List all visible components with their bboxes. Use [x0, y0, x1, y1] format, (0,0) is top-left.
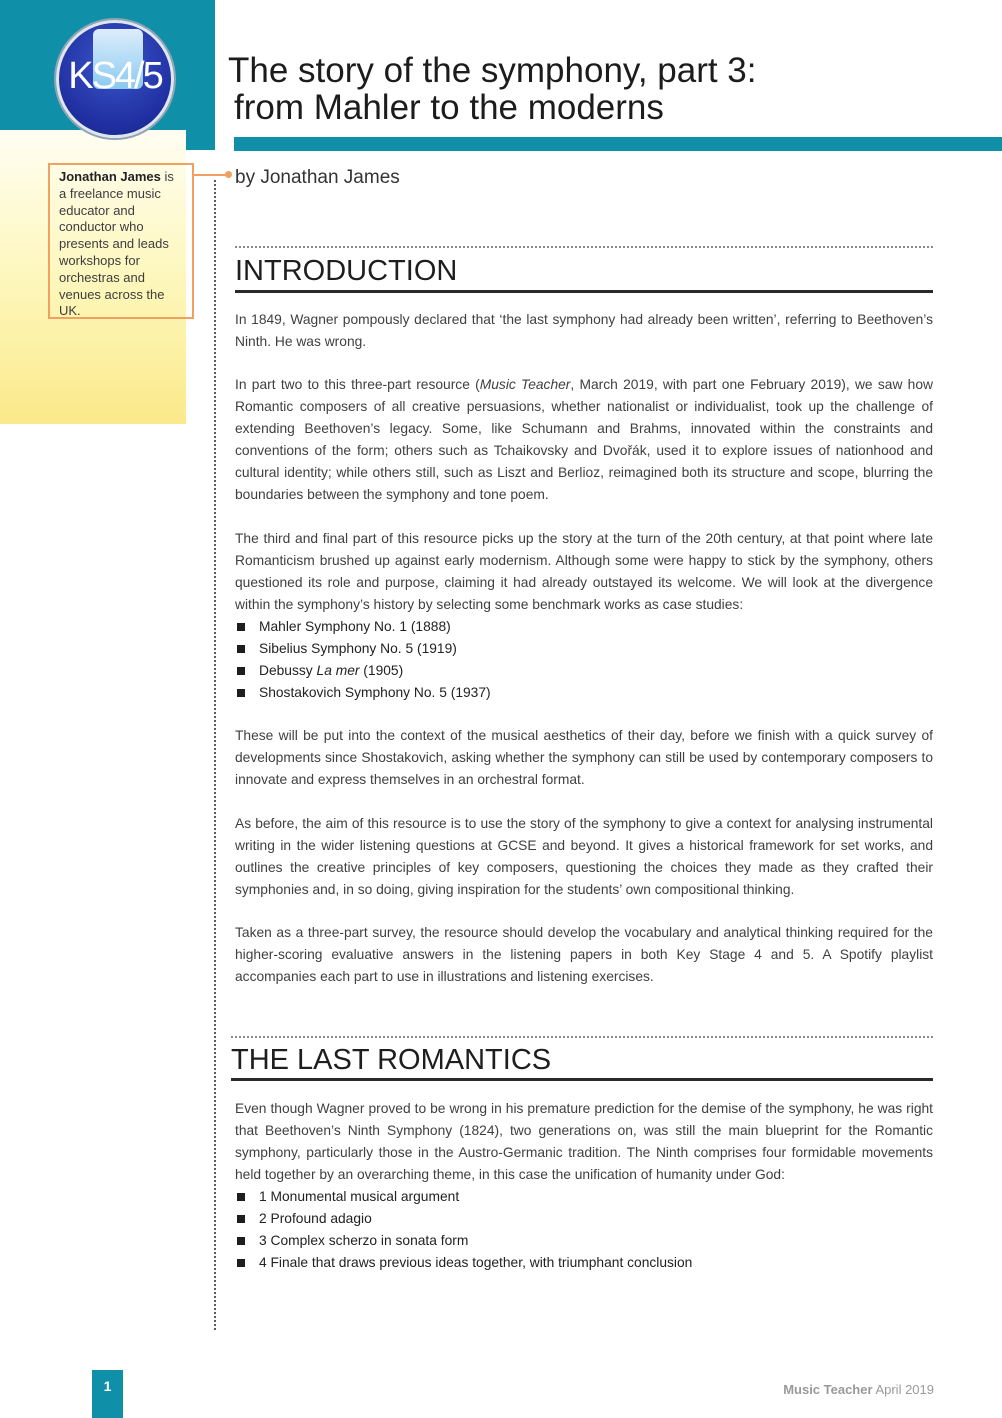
section-rule — [231, 1078, 933, 1081]
title-underline-bar — [234, 137, 1002, 151]
footer-brand: Music Teacher — [783, 1382, 873, 1397]
intro-p2-text-a: In part two to this three-part resource ( — [235, 377, 480, 392]
ks45-badge-icon — [56, 20, 174, 138]
title-line-1: The story of the symphony, part 3: — [228, 51, 757, 90]
header-teal-notch — [186, 130, 215, 150]
section-heading-introduction: INTRODUCTION — [235, 255, 458, 287]
bio-connector-dot-icon — [225, 171, 232, 178]
list-item: 3 Complex scherzo in sonata form — [235, 1230, 933, 1252]
list-item-title: La mer — [316, 663, 360, 678]
footer-issue: April 2019 — [875, 1382, 934, 1397]
list-item — [235, 660, 933, 682]
footer-credit — [783, 1382, 934, 1397]
author-bio-box — [48, 163, 194, 319]
list-item: 1 Monumental musical argument — [235, 1186, 933, 1208]
bio-connector-line — [194, 174, 228, 176]
intro-paragraph-1: In 1849, Wagner pompously declared that ‘the last symphony had already been written’, referring to Beethoven’s Ninth. He was wrong. — [235, 312, 933, 349]
margin-dotted-rule — [214, 180, 216, 1330]
intro-paragraph-2 — [235, 374, 933, 506]
page-number-tab — [92, 1370, 123, 1418]
author-bio: is a freelance music educator and conductor who presents and leads workshops for orchestras and venues across the UK. — [59, 169, 174, 319]
list-item-text-a: Debussy — [259, 663, 317, 678]
title-line-2: from Mahler to the moderns — [234, 88, 664, 127]
page-title — [228, 52, 988, 126]
intro-paragraph-6: Taken as a three-part survey, the resource should develop the vocabulary and analytical thinking required for the higher-scoring evaluative answers in the listening papers in both Key Stage 4 and 5. A Spotify playlist accompanies each part to use in illustrations and listening exercises. — [235, 925, 933, 984]
intro-paragraph-4: These will be put into the context of the musical aesthetics of their day, before we finish with a quick survey of developments since Shostakovich, asking whether the symphony can still be used by contemporary composers to innovate and express themselves in an orchestral format. — [235, 728, 933, 787]
movement-list — [235, 1186, 933, 1274]
list-item: 4 Finale that draws previous ideas together, with triumphant conclusion — [235, 1252, 933, 1274]
badge-label: KS4/5 — [68, 55, 162, 97]
romantics-paragraph-1: Even though Wagner proved to be wrong in his premature prediction for the demise of the symphony, he was right that Beethoven’s Ninth Symphony (1824), two generations on, was still the main blueprint for the Romantic symphony, particularly those in the Austro-Germanic tradition. The Ninth comprises four formidable movements held together by an overarching theme, in this case the unification of humanity under God: — [235, 1101, 933, 1182]
list-item: Shostakovich Symphony No. 5 (1937) — [235, 682, 933, 704]
intro-p2-publication: Music Teacher — [479, 377, 571, 392]
author-name: Jonathan James — [59, 169, 161, 184]
list-item-text-b: (1905) — [359, 663, 404, 678]
intro-paragraph-3: The third and final part of this resource picks up the story at the turn of the 20th century, at that point where late Romanticism brushed up against early modernism. Although some were happy to stick by the symphony, others questioned its role and purpose, claiming it had already outstayed its welcome. We will look at the divergence within the symphony’s history by selecting some benchmark works as case studies: — [235, 531, 933, 612]
list-item: Mahler Symphony No. 1 (1888) — [235, 616, 933, 638]
list-item: Sibelius Symphony No. 5 (1919) — [235, 638, 933, 660]
page-number: 1 — [103, 1378, 112, 1394]
section-divider-dotted — [235, 246, 933, 248]
section-heading-last-romantics: THE LAST ROMANTICS — [231, 1044, 552, 1076]
byline: by Jonathan James — [235, 167, 400, 188]
intro-paragraph-5: As before, the aim of this resource is to use the story of the symphony to give a context for analysing instrumental writing in the wider listening questions at GCSE and beyond. It gives a historical framework for set works, and outlines the creative principles of key composers, questioning the choices they made as they crafted their symphonies and, in so doing, giving inspiration for the students’ own compositional thinking. — [235, 816, 933, 897]
intro-p2-text-b: , March 2019, with part one February 2019), we saw how Romantic composers of all creative persuasions, whether nationalist or individualist, took up the challenge of extending Beethoven’s legacy. Some, like Schumann and Brahms, innovated within the constraints and conventions of the form; others such as Tchaikovsky and Dvořák, used it to explore issues of nationhood and cultural identity; while others still, such as Liszt and Berlioz, reimagined both its structure and scope, blurring the boundaries between the symphony and tone poem. — [235, 377, 933, 502]
section-rule — [235, 290, 933, 293]
list-item: 2 Profound adagio — [235, 1208, 933, 1230]
case-study-list — [235, 616, 933, 704]
section-divider-dotted — [231, 1036, 933, 1038]
